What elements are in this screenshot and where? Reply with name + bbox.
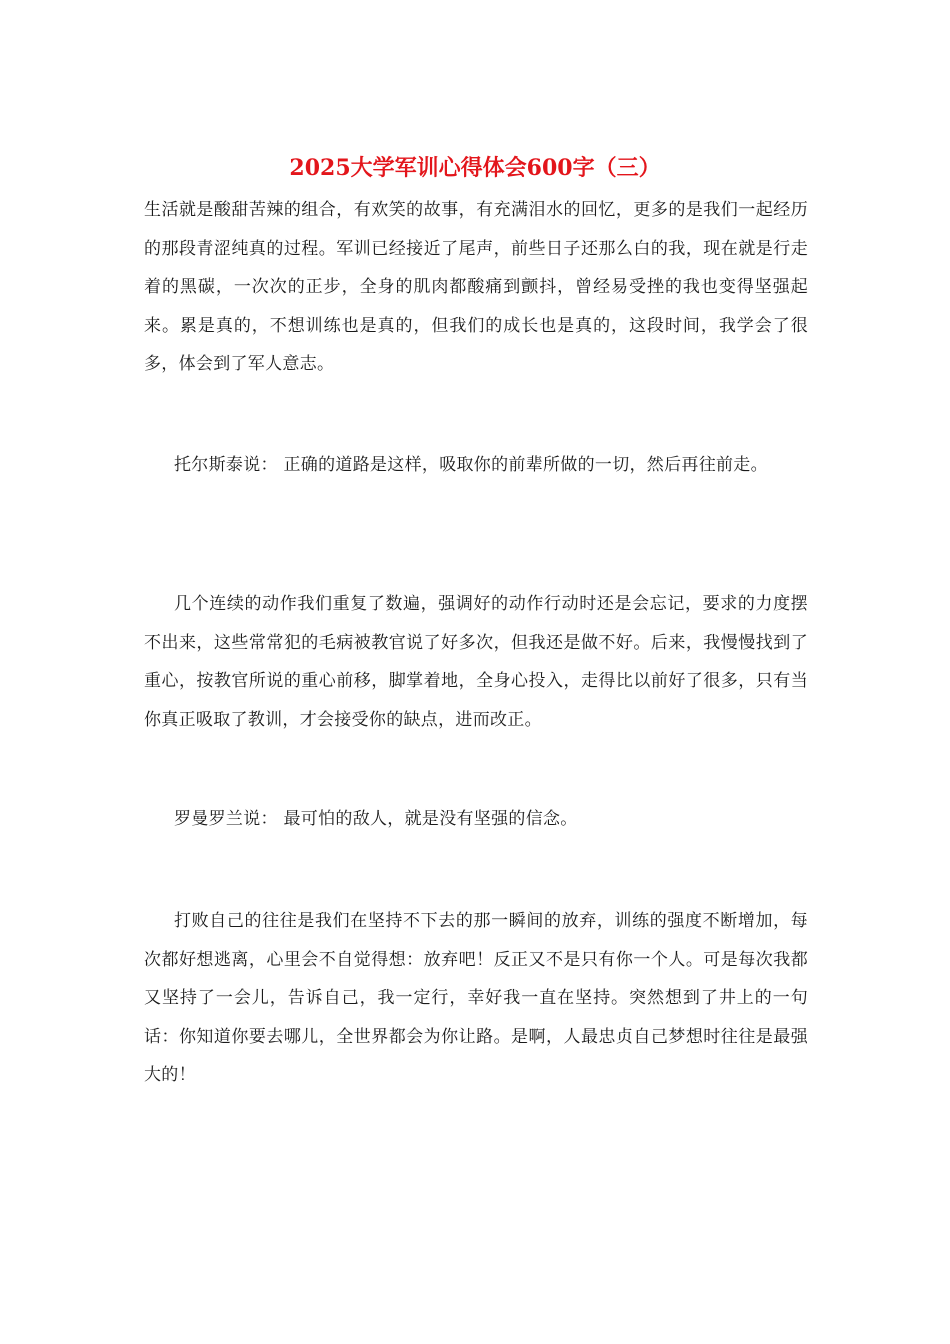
paragraph-training-movements: 几个连续的动作我们重复了数遍，强调好的动作行动时还是会忘记，要求的力度摆不出来，这些常常犯的毛病被教官说了好多次，但我还是做不好。后来，我慢慢找到了重心，按教官所说的重心前移，脚掌着地，全身心投入，走得比以前好了很多，只有当你真正吸取了教训，才会接受你的缺点，进而改正。: [144, 594, 808, 730]
paragraph-intro: 生活就是酸甜苦辣的组合，有欢笑的故事，有充满泪水的回忆，更多的是我们一起经历的那段青涩纯真的过程。军训已经接近了尾声，前些日子还那么白的我，现在就是行走着的黑碳，一次次的正步，全身的肌肉都酸痛到颤抖，曾经易受挫的我也变得坚强起来。累是真的，不想训练也是真的，但我们的成长也是真的，这段时间，我学会了很多，体会到了军人意志。: [144, 200, 808, 374]
page-title: 2025大学军训心得体会600字（三）: [289, 155, 661, 181]
paragraph-perseverance: 打败自己的往往是我们在坚持不下去的那一瞬间的放弃，训练的强度不断增加，每次都好想逃离，心里会不自觉得想：放弃吧！反正又不是只有你一个人。可是每次我都又坚持了一会儿，告诉自己，我一定行，幸好我一直在坚持。突然想到了井上的一句话：你知道你要去哪儿，全世界都会为你让路。是啊，人最忠贞自己梦想时往往是最强大的！: [144, 911, 808, 1085]
paragraph-rolland-quote: 罗曼罗兰说： 最可怕的敌人，就是没有坚强的信念。: [174, 809, 578, 829]
paragraph-tolstoy-quote: 托尔斯泰说： 正确的道路是这样，吸取你的前辈所做的一切，然后再往前走。: [174, 455, 768, 475]
